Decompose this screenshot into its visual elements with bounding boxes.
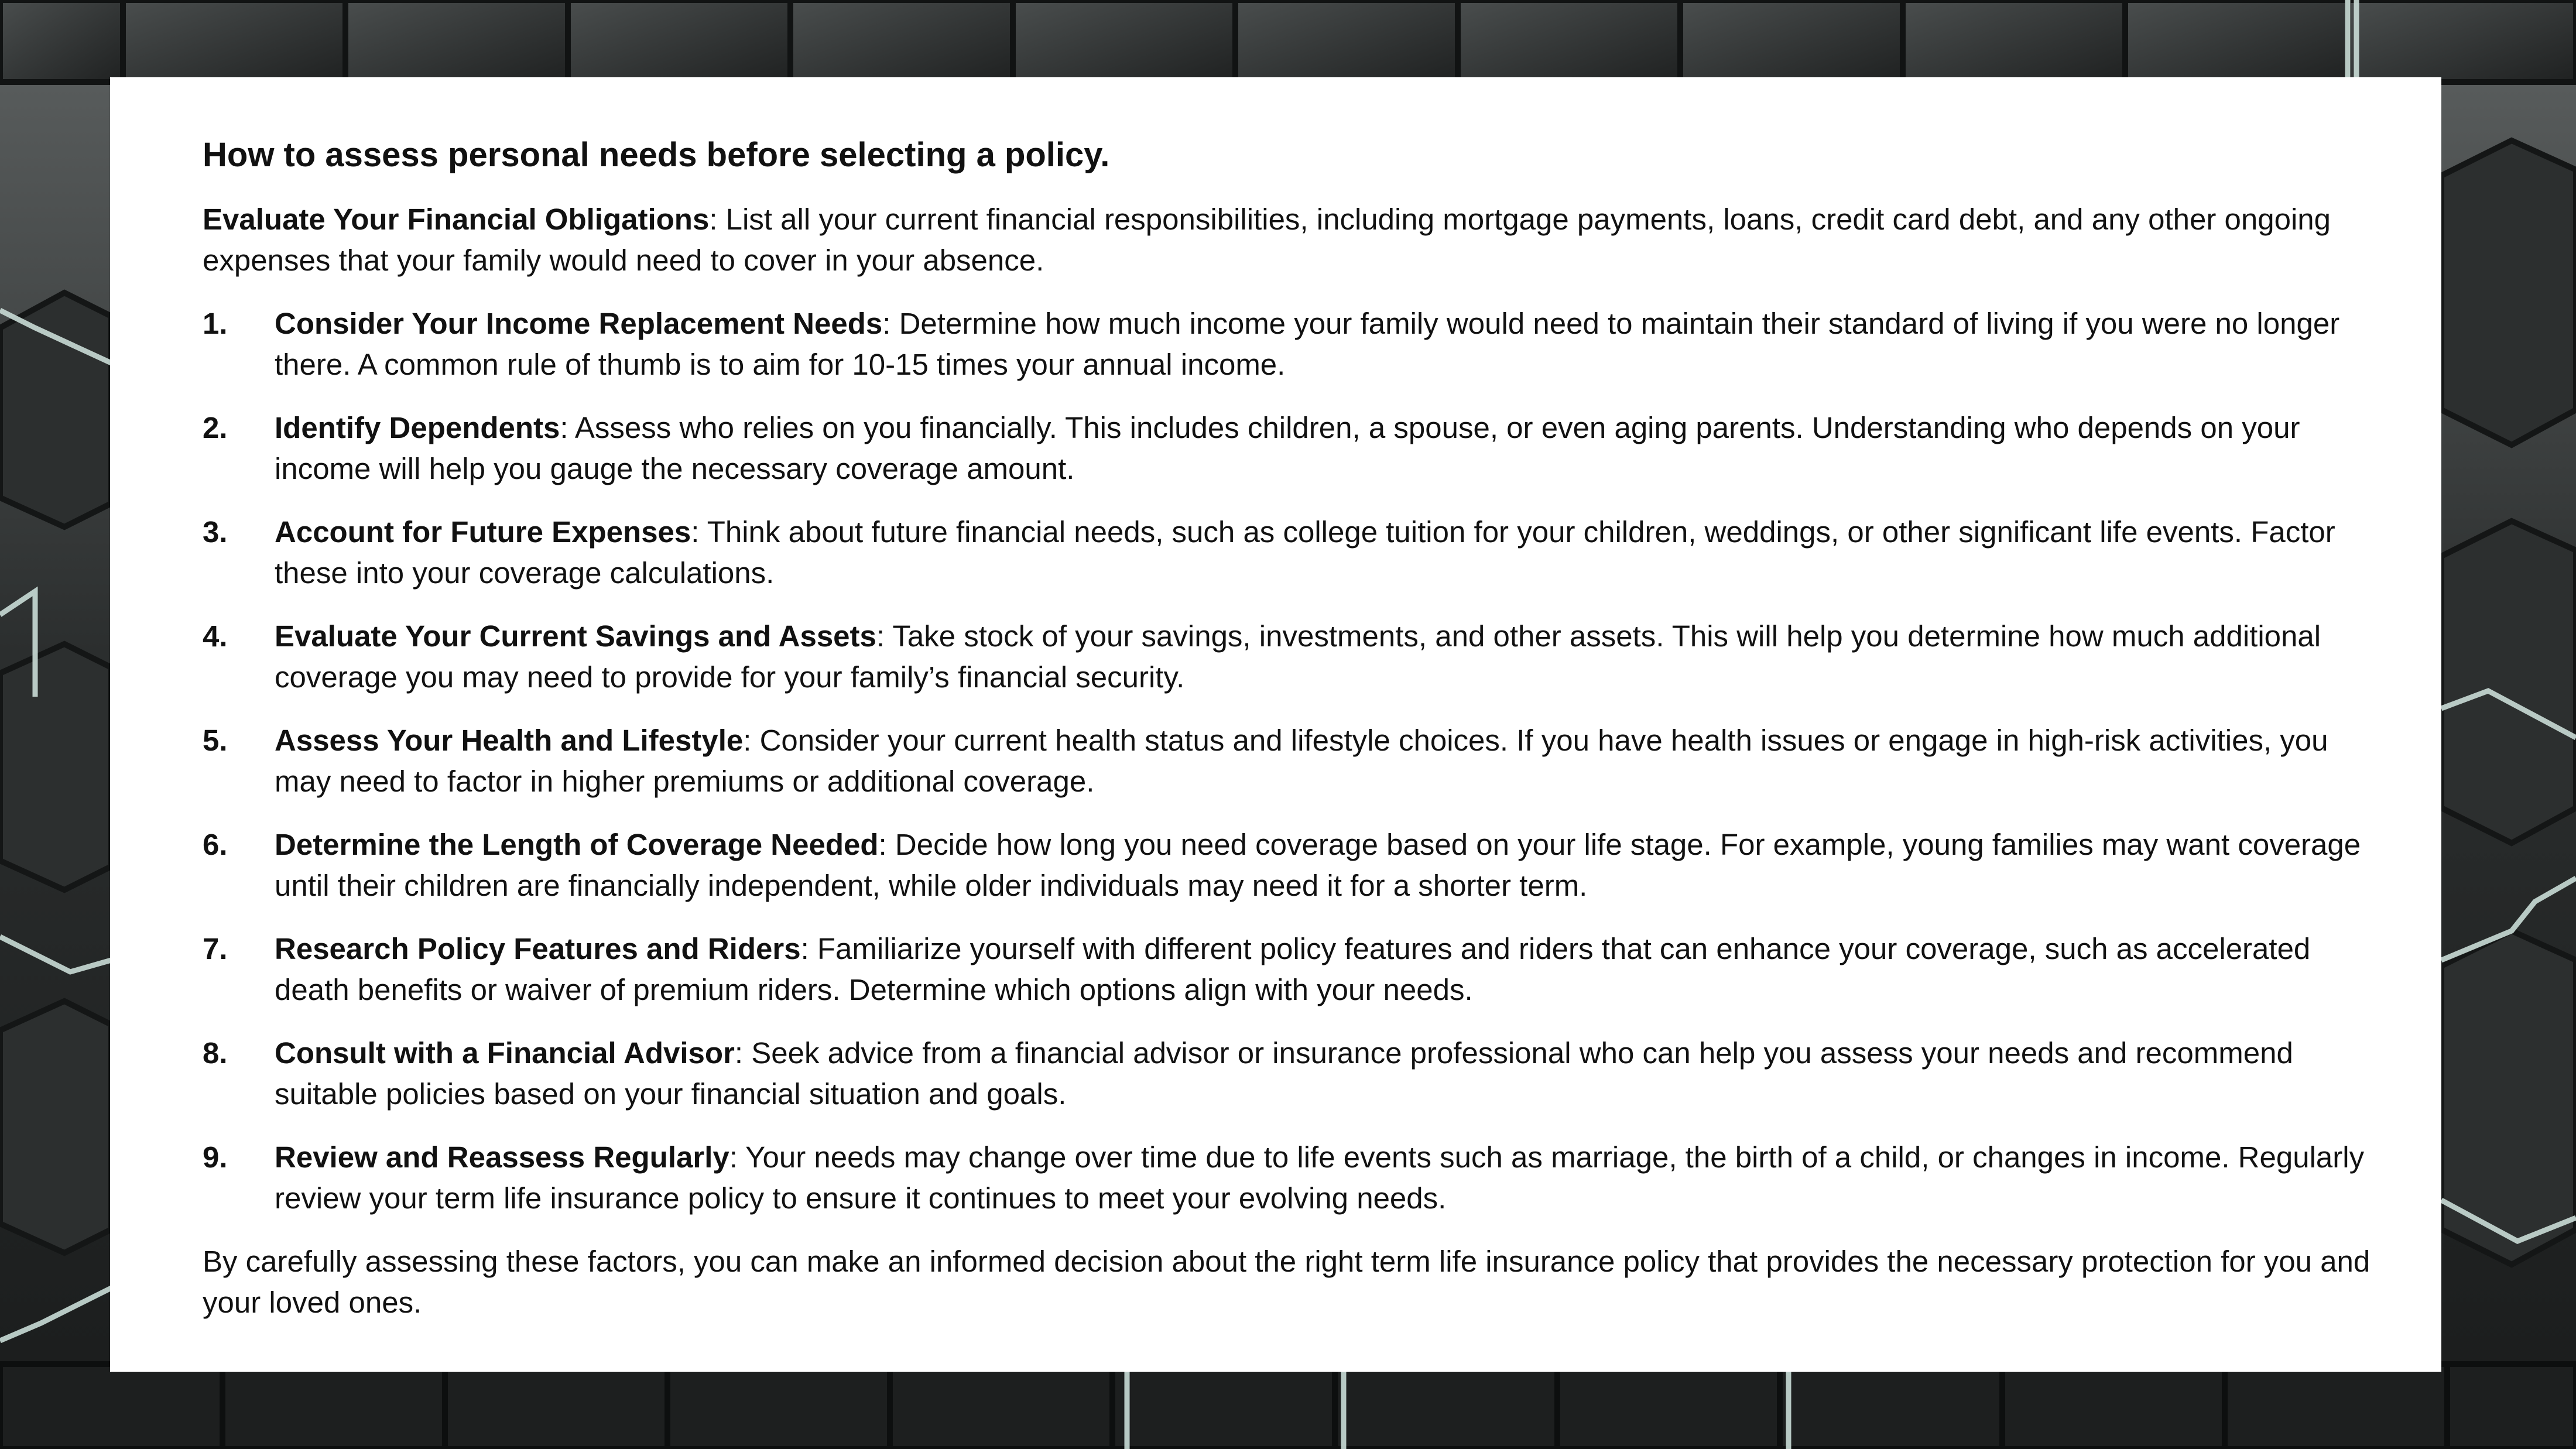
step-term: Account for Future Expenses	[275, 515, 691, 549]
page-title: How to assess personal needs before selecting a policy.	[203, 136, 1110, 174]
conclusion-paragraph: By carefully assessing these factors, you can make an informed decision about the right term life insurance policy that provides the necessary protection for you and your loved ones.	[203, 1245, 2371, 1320]
step-number: 8.	[203, 1036, 228, 1070]
step-text: : Assess who relies on you financially. This includes children, a spouse, or even aging parents. Understanding who depends on your income will help you gauge the necessary coverage amount.	[275, 411, 2300, 486]
step-text: : Think about future financial needs, such as college tuition for your children, weddings, or other significant life events. Factor these into your coverage calculations.	[275, 515, 2335, 590]
list-item	[203, 407, 2389, 489]
step-term: Review and Reassess Regularly	[275, 1140, 729, 1174]
step-number: 7.	[203, 932, 228, 966]
list-item	[203, 720, 2389, 802]
step-number: 1.	[203, 307, 228, 341]
steps-list	[203, 303, 2389, 1219]
step-term: Evaluate Your Current Savings and Assets	[275, 619, 876, 653]
step-term: Consider Your Income Replacement Needs	[275, 307, 883, 341]
list-item	[203, 512, 2389, 594]
step-number: 5.	[203, 724, 228, 758]
step-number: 4.	[203, 619, 228, 653]
step-number: 6.	[203, 828, 228, 862]
intro-term: Evaluate Your Financial Obligations	[203, 203, 710, 237]
step-text: : Take stock of your savings, investments, and other assets. This will help you determine how much additional coverage you may need to provide for your family’s financial security.	[275, 619, 2321, 694]
list-item	[203, 929, 2389, 1010]
intro-paragraph	[203, 199, 2389, 281]
step-text: : Decide how long you need coverage based on your life stage. For example, young families may want coverage until their children are financially independent, while older individuals may need it for a shorter term.	[275, 828, 2361, 903]
step-text: : Determine how much income your family would need to maintain their standard of living if you were no longer there. A common rule of thumb is to aim for 10-15 times your annual income.	[275, 307, 2340, 382]
step-term: Research Policy Features and Riders	[275, 932, 801, 966]
step-term: Consult with a Financial Advisor	[275, 1036, 735, 1070]
list-item	[203, 1033, 2389, 1115]
step-term: Identify Dependents	[275, 411, 560, 445]
step-text: : Familiarize yourself with different policy features and riders that can enhance your coverage, such as accelerated death benefits or waiver of premium riders. Determine which options align with your needs.	[275, 932, 2311, 1007]
step-term: Assess Your Health and Lifestyle	[275, 724, 744, 758]
step-number: 2.	[203, 411, 228, 445]
intro-text: : List all your current financial responsibilities, including mortgage payments, loans, credit card debt, and any other ongoing expenses that your family would need to cover in your absence.	[203, 203, 2331, 278]
content-card	[110, 77, 2441, 1372]
step-text: : Your needs may change over time due to life events such as marriage, the birth of a child, or changes in income. Regularly review your term life insurance policy to ensure it continues to meet your evolving needs.	[275, 1140, 2365, 1215]
step-text: : Seek advice from a financial advisor or insurance professional who can help you assess your needs and recommend suitable policies based on your financial situation and goals.	[275, 1036, 2293, 1111]
list-item	[203, 1137, 2389, 1219]
step-text: : Consider your current health status and lifestyle choices. If you have health issues or engage in high-risk activities, you may need to factor in higher premiums or additional coverage.	[275, 724, 2328, 799]
step-term: Determine the Length of Coverage Needed	[275, 828, 879, 862]
step-number: 3.	[203, 515, 228, 549]
list-item	[203, 616, 2389, 698]
list-item	[203, 303, 2389, 385]
list-item	[203, 824, 2389, 906]
step-number: 9.	[203, 1140, 228, 1174]
